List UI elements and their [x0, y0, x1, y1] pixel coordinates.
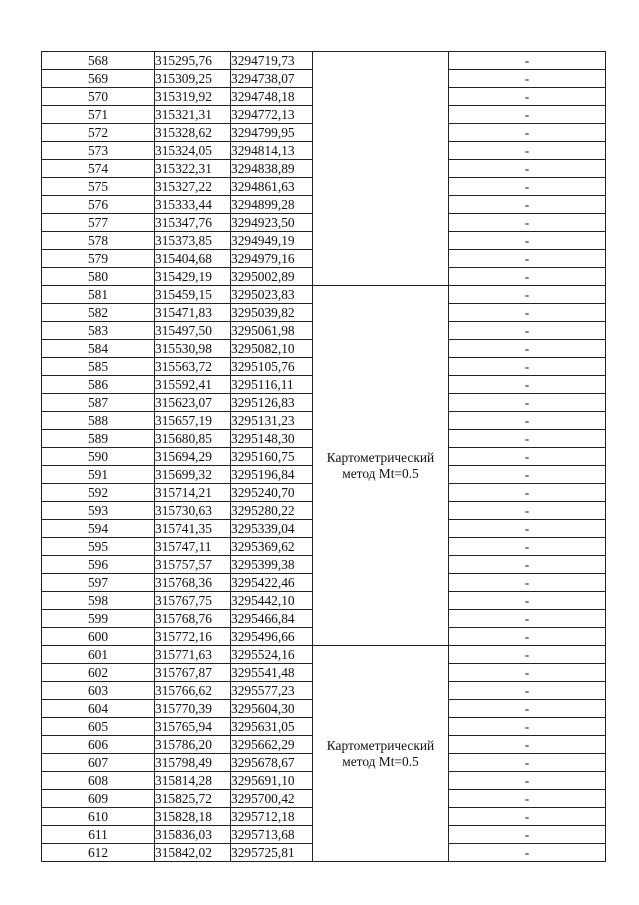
- point-number-cell: 583: [42, 322, 155, 340]
- x-coordinate-cell: 315772,16: [155, 628, 231, 646]
- point-number-cell: 570: [42, 88, 155, 106]
- y-coordinate-cell: 3294861,63: [231, 178, 313, 196]
- point-number-cell: 602: [42, 664, 155, 682]
- y-coordinate-cell: 3295713,68: [231, 826, 313, 844]
- x-coordinate-cell: 315373,85: [155, 232, 231, 250]
- point-number-cell: 599: [42, 610, 155, 628]
- point-number-cell: 592: [42, 484, 155, 502]
- point-number-cell: 572: [42, 124, 155, 142]
- note-cell: -: [449, 466, 606, 484]
- point-number-cell: 574: [42, 160, 155, 178]
- y-coordinate-cell: 3295369,62: [231, 538, 313, 556]
- x-coordinate-cell: 315319,92: [155, 88, 231, 106]
- point-number-cell: 604: [42, 700, 155, 718]
- point-number-cell: 587: [42, 394, 155, 412]
- x-coordinate-cell: 315765,94: [155, 718, 231, 736]
- point-number-cell: 593: [42, 502, 155, 520]
- y-coordinate-cell: 3295280,22: [231, 502, 313, 520]
- x-coordinate-cell: 315333,44: [155, 196, 231, 214]
- coordinates-table-body: [42, 52, 606, 862]
- x-coordinate-cell: 315429,19: [155, 268, 231, 286]
- method-text-line: метод Mt=0.5: [342, 753, 419, 769]
- note-cell: -: [449, 304, 606, 322]
- note-cell: -: [449, 376, 606, 394]
- point-number-cell: 586: [42, 376, 155, 394]
- table-row: [42, 52, 606, 70]
- y-coordinate-cell: 3295466,84: [231, 610, 313, 628]
- point-number-cell: 600: [42, 628, 155, 646]
- note-cell: -: [449, 340, 606, 358]
- x-coordinate-cell: 315741,35: [155, 520, 231, 538]
- note-cell: -: [449, 556, 606, 574]
- x-coordinate-cell: 315828,18: [155, 808, 231, 826]
- method-cell: [313, 646, 449, 862]
- note-cell: -: [449, 160, 606, 178]
- y-coordinate-cell: 3295691,10: [231, 772, 313, 790]
- point-number-cell: 611: [42, 826, 155, 844]
- x-coordinate-cell: 315459,15: [155, 286, 231, 304]
- point-number-cell: 608: [42, 772, 155, 790]
- point-number-cell: 584: [42, 340, 155, 358]
- note-cell: -: [449, 646, 606, 664]
- y-coordinate-cell: 3295240,70: [231, 484, 313, 502]
- x-coordinate-cell: 315657,19: [155, 412, 231, 430]
- y-coordinate-cell: 3295023,83: [231, 286, 313, 304]
- x-coordinate-cell: 315814,28: [155, 772, 231, 790]
- note-cell: -: [449, 142, 606, 160]
- coordinates-table: [41, 51, 606, 862]
- point-number-cell: 601: [42, 646, 155, 664]
- x-coordinate-cell: 315592,41: [155, 376, 231, 394]
- note-cell: -: [449, 754, 606, 772]
- x-coordinate-cell: 315836,03: [155, 826, 231, 844]
- point-number-cell: 576: [42, 196, 155, 214]
- point-number-cell: 577: [42, 214, 155, 232]
- note-cell: -: [449, 106, 606, 124]
- point-number-cell: 610: [42, 808, 155, 826]
- x-coordinate-cell: 315347,76: [155, 214, 231, 232]
- note-cell: -: [449, 286, 606, 304]
- point-number-cell: 609: [42, 790, 155, 808]
- x-coordinate-cell: 315786,20: [155, 736, 231, 754]
- note-cell: -: [449, 826, 606, 844]
- point-number-cell: 585: [42, 358, 155, 376]
- x-coordinate-cell: 315770,39: [155, 700, 231, 718]
- note-cell: -: [449, 250, 606, 268]
- x-coordinate-cell: 315757,57: [155, 556, 231, 574]
- note-cell: -: [449, 394, 606, 412]
- note-cell: -: [449, 322, 606, 340]
- x-coordinate-cell: 315563,72: [155, 358, 231, 376]
- y-coordinate-cell: 3295577,23: [231, 682, 313, 700]
- point-number-cell: 597: [42, 574, 155, 592]
- point-number-cell: 573: [42, 142, 155, 160]
- point-number-cell: 575: [42, 178, 155, 196]
- y-coordinate-cell: 3295725,81: [231, 844, 313, 862]
- x-coordinate-cell: 315798,49: [155, 754, 231, 772]
- note-cell: -: [449, 196, 606, 214]
- y-coordinate-cell: 3295524,16: [231, 646, 313, 664]
- y-coordinate-cell: 3294838,89: [231, 160, 313, 178]
- note-cell: -: [449, 610, 606, 628]
- x-coordinate-cell: 315497,50: [155, 322, 231, 340]
- x-coordinate-cell: 315767,75: [155, 592, 231, 610]
- note-cell: -: [449, 790, 606, 808]
- note-cell: -: [449, 808, 606, 826]
- x-coordinate-cell: 315404,68: [155, 250, 231, 268]
- y-coordinate-cell: 3295082,10: [231, 340, 313, 358]
- y-coordinate-cell: 3295604,30: [231, 700, 313, 718]
- x-coordinate-cell: 315766,62: [155, 682, 231, 700]
- y-coordinate-cell: 3294949,19: [231, 232, 313, 250]
- y-coordinate-cell: 3295339,04: [231, 520, 313, 538]
- point-number-cell: 594: [42, 520, 155, 538]
- point-number-cell: 591: [42, 466, 155, 484]
- y-coordinate-cell: 3295105,76: [231, 358, 313, 376]
- y-coordinate-cell: 3295160,75: [231, 448, 313, 466]
- y-coordinate-cell: 3295631,05: [231, 718, 313, 736]
- y-coordinate-cell: 3295116,11: [231, 376, 313, 394]
- note-cell: -: [449, 574, 606, 592]
- point-number-cell: 571: [42, 106, 155, 124]
- y-coordinate-cell: 3294814,13: [231, 142, 313, 160]
- y-coordinate-cell: 3295196,84: [231, 466, 313, 484]
- point-number-cell: 578: [42, 232, 155, 250]
- y-coordinate-cell: 3295541,48: [231, 664, 313, 682]
- y-coordinate-cell: 3294772,13: [231, 106, 313, 124]
- x-coordinate-cell: 315328,62: [155, 124, 231, 142]
- point-number-cell: 579: [42, 250, 155, 268]
- point-number-cell: 603: [42, 682, 155, 700]
- note-cell: -: [449, 412, 606, 430]
- note-cell: -: [449, 70, 606, 88]
- x-coordinate-cell: 315825,72: [155, 790, 231, 808]
- y-coordinate-cell: 3295422,46: [231, 574, 313, 592]
- y-coordinate-cell: 3295678,67: [231, 754, 313, 772]
- note-cell: -: [449, 772, 606, 790]
- table-row: [42, 646, 606, 664]
- note-cell: -: [449, 358, 606, 376]
- x-coordinate-cell: 315714,21: [155, 484, 231, 502]
- y-coordinate-cell: 3295399,38: [231, 556, 313, 574]
- note-cell: -: [449, 268, 606, 286]
- y-coordinate-cell: 3295148,30: [231, 430, 313, 448]
- note-cell: -: [449, 664, 606, 682]
- note-cell: -: [449, 682, 606, 700]
- x-coordinate-cell: 315730,63: [155, 502, 231, 520]
- y-coordinate-cell: 3295496,66: [231, 628, 313, 646]
- point-number-cell: 581: [42, 286, 155, 304]
- table-row: [42, 286, 606, 304]
- note-cell: -: [449, 520, 606, 538]
- y-coordinate-cell: 3295662,29: [231, 736, 313, 754]
- x-coordinate-cell: 315471,83: [155, 304, 231, 322]
- note-cell: -: [449, 214, 606, 232]
- point-number-cell: 589: [42, 430, 155, 448]
- x-coordinate-cell: 315530,98: [155, 340, 231, 358]
- x-coordinate-cell: 315623,07: [155, 394, 231, 412]
- note-cell: -: [449, 592, 606, 610]
- point-number-cell: 595: [42, 538, 155, 556]
- x-coordinate-cell: 315309,25: [155, 70, 231, 88]
- point-number-cell: 568: [42, 52, 155, 70]
- point-number-cell: 598: [42, 592, 155, 610]
- point-number-cell: 590: [42, 448, 155, 466]
- note-cell: -: [449, 178, 606, 196]
- method-text-line: Картометрический: [326, 737, 435, 753]
- x-coordinate-cell: 315321,31: [155, 106, 231, 124]
- y-coordinate-cell: 3294923,50: [231, 214, 313, 232]
- note-cell: -: [449, 844, 606, 862]
- note-cell: -: [449, 232, 606, 250]
- y-coordinate-cell: 3294719,73: [231, 52, 313, 70]
- y-coordinate-cell: 3295002,89: [231, 268, 313, 286]
- method-text-line: метод Mt=0.5: [342, 465, 419, 481]
- x-coordinate-cell: 315768,36: [155, 574, 231, 592]
- method-cell: [313, 286, 449, 646]
- note-cell: -: [449, 430, 606, 448]
- x-coordinate-cell: 315327,22: [155, 178, 231, 196]
- note-cell: -: [449, 502, 606, 520]
- y-coordinate-cell: 3295061,98: [231, 322, 313, 340]
- y-coordinate-cell: 3294748,18: [231, 88, 313, 106]
- method-text-line: Картометрический: [326, 449, 435, 465]
- note-cell: -: [449, 736, 606, 754]
- point-number-cell: 607: [42, 754, 155, 772]
- x-coordinate-cell: 315694,29: [155, 448, 231, 466]
- point-number-cell: 612: [42, 844, 155, 862]
- note-cell: -: [449, 448, 606, 466]
- point-number-cell: 605: [42, 718, 155, 736]
- x-coordinate-cell: 315680,85: [155, 430, 231, 448]
- y-coordinate-cell: 3294738,07: [231, 70, 313, 88]
- x-coordinate-cell: 315767,87: [155, 664, 231, 682]
- y-coordinate-cell: 3295126,83: [231, 394, 313, 412]
- x-coordinate-cell: 315295,76: [155, 52, 231, 70]
- point-number-cell: 580: [42, 268, 155, 286]
- point-number-cell: 588: [42, 412, 155, 430]
- point-number-cell: 569: [42, 70, 155, 88]
- note-cell: -: [449, 628, 606, 646]
- x-coordinate-cell: 315842,02: [155, 844, 231, 862]
- point-number-cell: 596: [42, 556, 155, 574]
- y-coordinate-cell: 3295131,23: [231, 412, 313, 430]
- note-cell: -: [449, 52, 606, 70]
- note-cell: -: [449, 88, 606, 106]
- x-coordinate-cell: 315771,63: [155, 646, 231, 664]
- note-cell: -: [449, 124, 606, 142]
- x-coordinate-cell: 315324,05: [155, 142, 231, 160]
- y-coordinate-cell: 3295442,10: [231, 592, 313, 610]
- note-cell: -: [449, 484, 606, 502]
- method-cell: [313, 52, 449, 286]
- x-coordinate-cell: 315322,31: [155, 160, 231, 178]
- x-coordinate-cell: 315699,32: [155, 466, 231, 484]
- note-cell: -: [449, 718, 606, 736]
- y-coordinate-cell: 3294799,95: [231, 124, 313, 142]
- point-number-cell: 582: [42, 304, 155, 322]
- y-coordinate-cell: 3295712,18: [231, 808, 313, 826]
- y-coordinate-cell: 3294979,16: [231, 250, 313, 268]
- y-coordinate-cell: 3295039,82: [231, 304, 313, 322]
- y-coordinate-cell: 3295700,42: [231, 790, 313, 808]
- note-cell: -: [449, 538, 606, 556]
- x-coordinate-cell: 315768,76: [155, 610, 231, 628]
- y-coordinate-cell: 3294899,28: [231, 196, 313, 214]
- note-cell: -: [449, 700, 606, 718]
- point-number-cell: 606: [42, 736, 155, 754]
- x-coordinate-cell: 315747,11: [155, 538, 231, 556]
